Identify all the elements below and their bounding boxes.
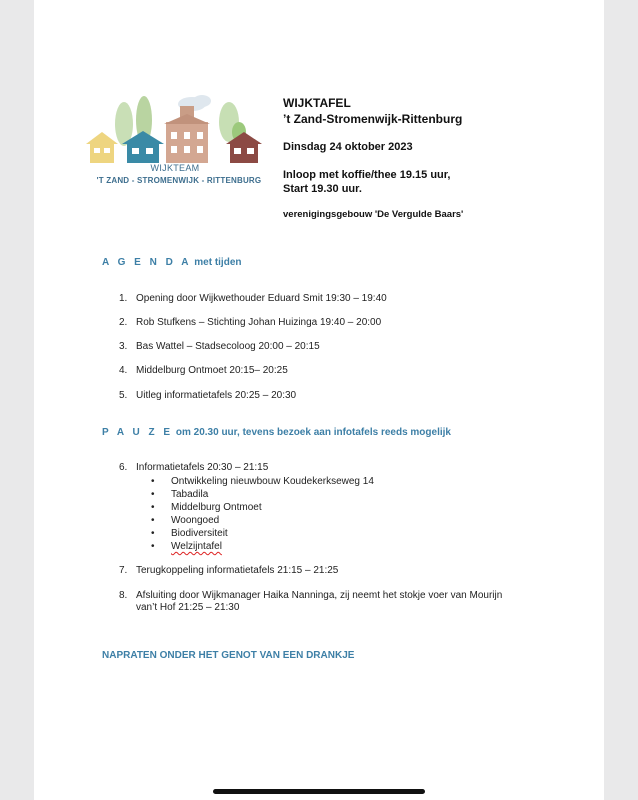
list-item-number: 1. <box>119 293 128 304</box>
event-date: Dinsdag 24 oktober 2023 <box>283 141 413 153</box>
list-item: Opening door Wijkwethouder Eduard Smit 19:30 – 19:40 <box>136 293 387 304</box>
closing-heading: NAPRATEN ONDER HET GENOT VAN EEN DRANKJE <box>102 650 355 661</box>
event-inloop: Inloop met koffie/thee 19.15 uur, <box>283 169 451 181</box>
logo-team-text: WIJKTEAM <box>150 163 200 173</box>
sub-list-item: Ontwikkeling nieuwbouw Koudekerkseweg 14 <box>171 476 374 487</box>
list-item-number: 6. <box>119 462 128 473</box>
wijkteam-logo <box>84 92 274 192</box>
logo-area-text: 'T ZAND - STROMENWIJK - RITTENBURG <box>96 176 262 185</box>
agenda-heading: A G E N D A met tijden <box>102 257 242 268</box>
list-item: Afsluiting door Wijkmanager Haika Nanninga, zij neemt het stokje voer van Mourijn <box>136 590 503 601</box>
list-item-number: 8. <box>119 590 128 601</box>
list-item-number: 4. <box>119 365 128 376</box>
bullet-icon: • <box>151 515 155 526</box>
sub-list-item: Biodiversiteit <box>171 528 228 539</box>
list-item-number: 7. <box>119 565 128 576</box>
list-item: Rob Stufkens – Stichting Johan Huizinga 19:40 – 20:00 <box>136 317 382 328</box>
list-item: Informatietafels 20:30 – 21:15 <box>136 462 269 473</box>
list-item-number: 2. <box>119 317 128 328</box>
list-item: Terugkoppeling informatietafels 21:15 – 21:25 <box>136 565 339 576</box>
event-subtitle: ’t Zand-Stromenwijk-Rittenburg <box>283 112 463 126</box>
houses-logo-graphic <box>84 92 274 164</box>
list-item: Bas Wattel – Stadsecoloog 20:00 – 20:15 <box>136 341 320 352</box>
list-item-number: 5. <box>119 390 128 401</box>
list-item: Uitleg informatietafels 20:25 – 20:30 <box>136 390 297 401</box>
list-item-continuation: van’t Hof 21:25 – 21:30 <box>136 602 240 613</box>
bullet-icon: • <box>151 502 155 513</box>
event-venue: verenigingsgebouw 'De Vergulde Baars' <box>283 209 464 220</box>
bullet-icon: • <box>151 528 155 539</box>
sub-list-item: Middelburg Ontmoet <box>171 502 262 513</box>
event-start: Start 19.30 uur. <box>283 183 362 195</box>
bullet-icon: • <box>151 476 155 487</box>
pauze-heading: P A U Z E om 20.30 uur, tevens bezoek aan infotafels reeds mogelijk <box>102 427 451 438</box>
document-page <box>34 0 604 800</box>
bullet-icon: • <box>151 541 155 552</box>
list-item-number: 3. <box>119 341 128 352</box>
sub-list-item: Tabadila <box>171 489 209 500</box>
sub-list-item: Woongoed <box>171 515 220 526</box>
home-indicator-bar[interactable] <box>213 789 425 794</box>
list-item: Middelburg Ontmoet 20:15– 20:25 <box>136 365 288 376</box>
bullet-icon: • <box>151 489 155 500</box>
event-title: WIJKTAFEL <box>283 96 351 110</box>
sub-list-item-spellcheck: Welzijntafel <box>171 541 222 552</box>
